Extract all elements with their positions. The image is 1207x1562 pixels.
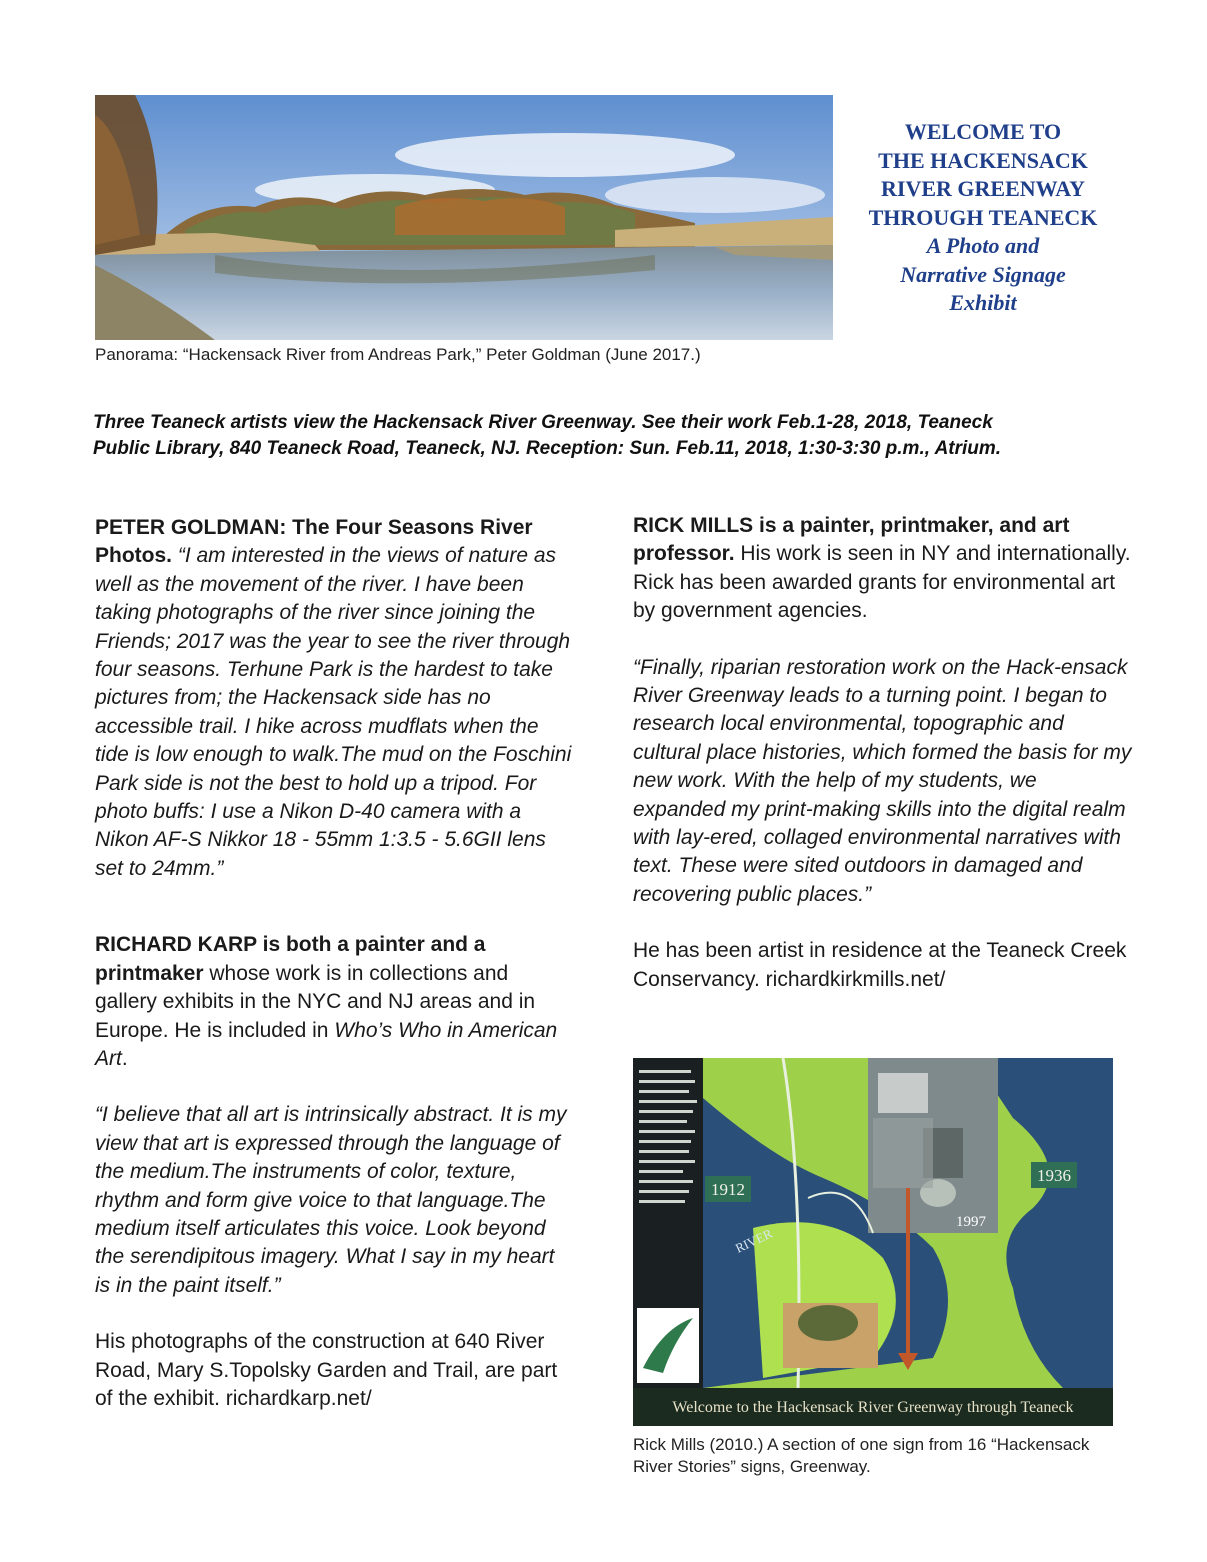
karp-paragraph xyxy=(95,931,575,1073)
greenway-sign-photo xyxy=(633,1058,1113,1426)
mills-closing: He has been artist in residence at the Teaneck Creek Conservancy. richardkirkmills.net/ xyxy=(633,939,1127,991)
title-line: THE HACKENSACK xyxy=(878,147,1088,173)
intro-line: Public Library, 840 Teaneck Road, Teaneck, NJ. Reception: Sun. Feb.11, 2018, 1:30-3:30 p.m., Atrium. xyxy=(93,438,1002,459)
karp-lead: RICHARD KARP is both a painter and a printmaker xyxy=(95,933,486,985)
mills-lead: RICK MILLS is a painter, printmaker, and art professor. xyxy=(633,514,1070,566)
karp-quote: “I believe that all art is intrinsically abstract. It is my view that art is expressed through the language of the medium.The instruments of color, texture, rhythm and form give voice to that language.The medium itself articulates this voice. Look beyond the serendipitous imagery. What I say in my heart is in the paint itself.” xyxy=(95,1103,567,1297)
sign-year-right: 1936 xyxy=(1037,1166,1071,1185)
sign-banner: Welcome to the Hackensack River Greenway through Teaneck xyxy=(672,1399,1074,1416)
exhibit-title xyxy=(838,118,1128,318)
title-line: WELCOME TO xyxy=(904,119,1062,144)
panorama-caption: Panorama: “Hackensack River from Andreas Park,” Peter Goldman (June 2017.) xyxy=(95,345,701,364)
goldman-paragraph xyxy=(95,514,575,883)
karp-bio: whose work is in collections and gallery exhibits in the NYC and NJ areas and in Europe. He is included in xyxy=(95,961,536,1042)
right-column xyxy=(633,512,1133,1022)
goldman-lead: PETER GOLDMAN: The Four Seasons River Photos. xyxy=(95,516,533,568)
sign-year-photo: 1997 xyxy=(956,1214,986,1230)
goldman-quote: “I am interested in the views of nature as well as the movement of the river. I have been taking photographs of the river since joining the Friends; 2017 was the year to see the river through four seasons. Terhune Park is the hardest to take pictures from; the Hackensack side has no accessible trail. I hike across mudflats when the tide is low enough to walk.The mud on the Foschini Park side is not the best to hold up a tripod. For photo buffs: I use a Nikon D-40 camera with a Nikon AF-S Nikkor 18 - 55mm 1:3.5 - 5.6GII lens set to 24mm.” xyxy=(95,544,572,880)
karp-bio-end: . xyxy=(121,1046,128,1070)
mills-bio: His work is seen in NY and internationally. Rick has been awarded grants for environmental art by government agencies. xyxy=(633,542,1131,623)
subtitle-line: Exhibit xyxy=(949,290,1017,315)
mills-paragraph xyxy=(633,512,1133,626)
left-column xyxy=(95,514,575,1441)
karp-closing: His photographs of the construction at 640 River Road, Mary S.Topolsky Garden and Trail, are part of the exhibit. richardkarp.net/ xyxy=(95,1330,558,1410)
title-line: RIVER GREENWAY xyxy=(881,176,1085,201)
subtitle-line: Narrative Signage xyxy=(900,261,1066,287)
karp-book-title: Who’s Who in American Art xyxy=(95,1018,558,1070)
panorama-photo xyxy=(95,95,833,340)
sign-caption: Rick Mills (2010.) A section of one sign from 16 “Hackensack River Stories” signs, Greenway. xyxy=(633,1435,1090,1476)
subtitle-line: A Photo and xyxy=(926,233,1040,258)
sign-year-left: 1912 xyxy=(711,1180,745,1199)
title-line: THROUGH TEANECK xyxy=(868,204,1098,230)
mills-quote: “Finally, riparian restoration work on the Hack-ensack River Greenway leads to a turning point. I began to research local environmental, topographic and cultural place histories, which formed the basis for my new work. With the help of my students, we expanded my print-making skills into the digital realm with lay-ered, collaged environmental narratives with text. These were sited outdoors in damaged and recovering public places.” xyxy=(633,655,1132,906)
exhibit-intro xyxy=(93,410,1143,462)
sign-river-label: RIVER xyxy=(732,1225,775,1256)
intro-line: Three Teaneck artists view the Hackensack River Greenway. See their work Feb.1-28, 2018, Teaneck xyxy=(93,412,993,433)
